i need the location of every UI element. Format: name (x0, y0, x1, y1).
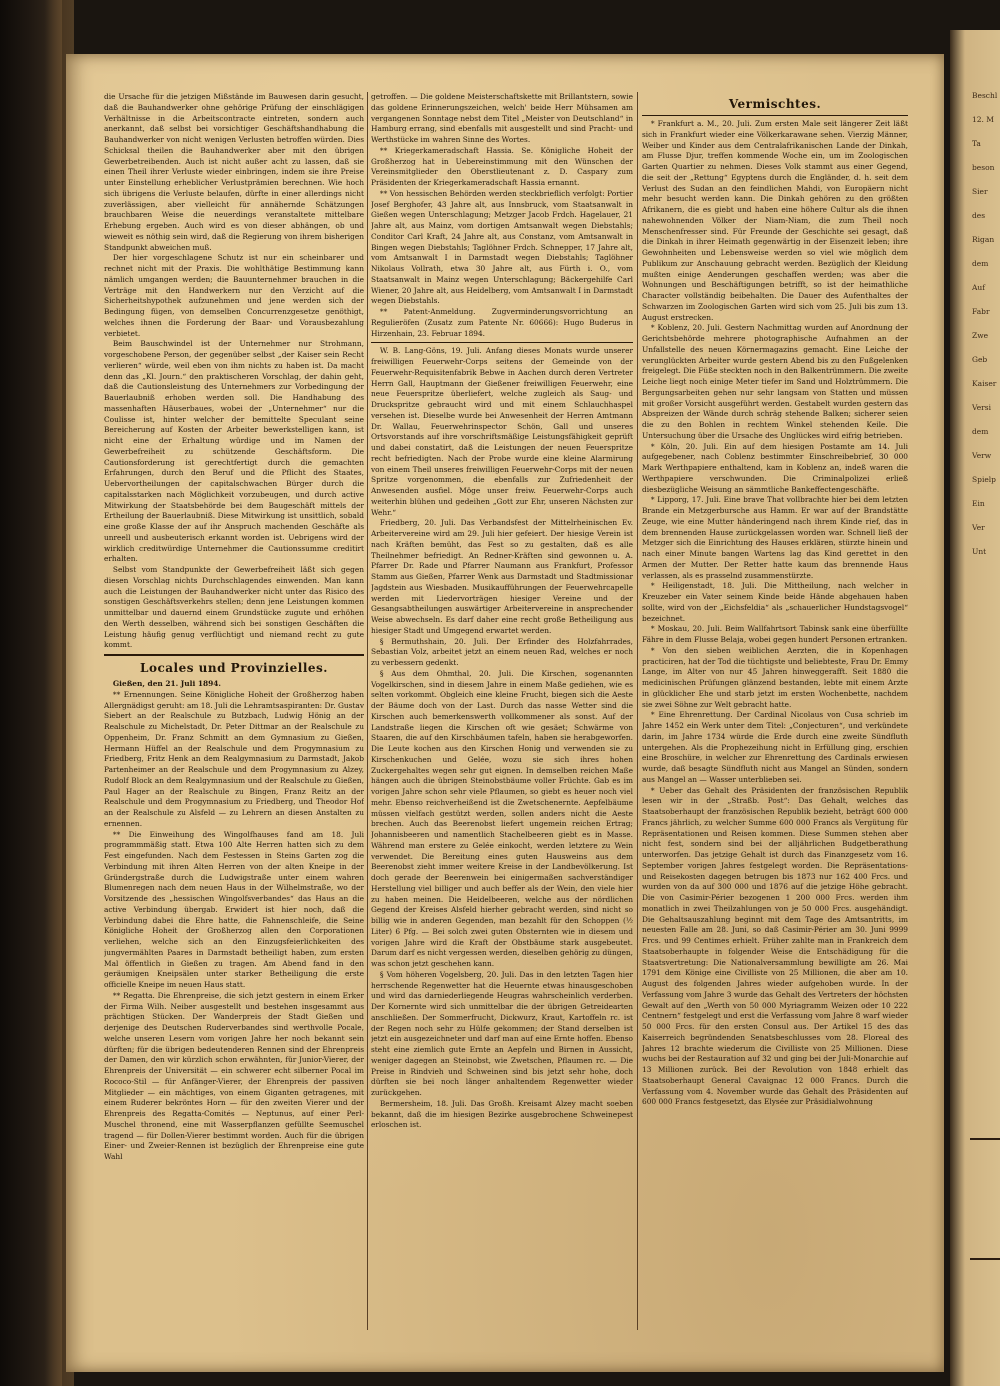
next-page-edge (950, 30, 1000, 1386)
right-column (642, 92, 908, 1332)
news-item: * Köln, 20. Juli. Ein auf dem hiesigen Postamte am 14. Juli aufgegebener, nach Coblenz bestimmter Einschreibebrief, 30 000 Mark Werthpapiere enthaltend, kam in Koblenz an, indeß waren die Werthpapiere verschwunden. Die Criminalpolizei erließ diesbezügliche Weisung an sämmtliche Bankeffectengeschäfte. (642, 441, 908, 494)
news-item: § Vom höheren Vogelsberg, 20. Juli. Das in den letzten Tagen hier herrschende Regenwetter hat die Heuernte etwas hinausgeschoben und wird das darniederliegende Heugras wahrscheinlich verderben. Der Kornernte wird sich unmittelbar die der übrigen Getreidearten anschließen. Der Sommerfrucht, Dickwurz, Kraut, Kartoffeln rc. ist der Regen noch sehr zu Hülfe gekommen; der Stand derselben ist jetzt ein ausgezeichneter und darf man auf eine Ernte hoffen. Ebenso steht eine ziemlich gute Ernte an Aepfeln und Birnen in Aussicht, weniger dagegen an Steinobst, wie Zwetschen, Pflaumen rc. — Die Preise in Rindvieh und Schweinen sind bis jetzt sehr hohe, doch dürften sie bei noch länger anhaltendem Regenwetter wieder zurückgehen. (371, 969, 633, 1097)
news-item: ** Von hessischen Behörden werden steckbrieflich verfolgt: Portier Josef Berghofer, 43 Jahre alt, aus Innsbruck, vom Staatsanwalt in Gießen wegen Unterschlagung; Metzger Jacob Frdch. Hagelauer, 21 Jahre alt, aus Mainz, vom dortigen Amtsanwalt wegen Diebstahls; Conditor Carl Kraft, 24 Jahre alt, aus Constanz, vom Amtsanwalt in Bingen wegen Diebstahls; Taglöhner Frdch. Schnepper, 17 Jahre alt, vom Amtsanwalt I in Darmstadt wegen Diebstahls; Taglöhner Nikolaus Vollrath, etwa 30 Jahre alt, aus Fürth i. O., vom Staatsanwalt in Mainz wegen Unterschlagung; Bäckergehilfe Carl Wiener, 20 Jahre alt, aus Heidelberg, vom Amtsanwalt I in Darmstadt wegen Diebstahls. (371, 188, 633, 306)
news-item: ** Ernennungen. Seine Königliche Hoheit der Großherzog haben Allergnädigst geruht: am 18. Juli die Lehramtsaspiranten: Dr. Gustav Siebert an der Realschule zu Butzbach, Ludwig Hönig an der Realschule zu Michelstadt, Dr. Peter Dittmar an der Realschule zu Oppenheim, Dr. Franz Schmitt an dem Gymnasium zu Gießen, Hermann Hüffel an der Realschule und dem Progymnasium zu Friedberg, Fritz Henk an dem Realgymnasium zu Darmstadt, Jakob Partenheimer an der Realschule und dem Progymnasium zu Alzey, Rudolf Block an dem Realgymnasium und der Realschule zu Gießen, Paul Hager an der Realschule zu Bingen, Franz Reitz an der Realschule und dem Progymnasium zu Friedberg, und Theodor Hof an der Realschule zu Alsfeld — zu Lehrern an diesen Anstalten zu ernennen. (104, 689, 364, 828)
section-rule (642, 115, 908, 116)
news-item: § Aus dem Ohmthal, 20. Juli. Die Kirschen, sogenannten Vogelkirschen, sind in diesem Jahre in einem Maße gediehen, wie es selten vorkommt. Obgleich eine kleine Frucht, biegen sich die Aeste der Bäume doch von der Last. Durch das nasse Wetter sind die Kirschen auch bemerkenswerth vollkommener als sonst. Auf der Landstraße liegen die Kirschen oft wie gesäet; Schwärme von Staaren, die auf den Kirschbäumen tafeln, haben sie herabgeworfen. Die Leute kochen aus den Kirschen Honig und verwenden sie zu Kirschenkuchen und Gelée, wozu sie sich ihres hohen Zuckergehaltes wegen sehr gut eignen. In demselben reichen Maße hängen auch die übrigen Steinobstbäume voller Früchte. Gab es im vorigen Jahre schon sehr viele Pflaumen, so giebt es heuer noch viel mehr. Ebenso reichverheißend ist die Zwetschenernte. Aepfelbäume müssen vielfach gestützt werden, sollen anders nicht die Aeste brechen. Auch das Beerenobst liefert ungemein reichen Ertrag; Johannisbeeren und namentlich Stachelbeeren giebt es in Masse. Während man erstere zu Gelée einkocht, werden letztere zu Wein verwendet. Die Bereitung eines guten Hausweins aus dem Beerenobst zieht immer weitere Kreise in der Landbevölkerung. Ist doch gerade der Beerenwein bei einigermaßen sachverständiger Herstellung viel billiger und auch beffer als der Wein, den viele hier zu haben meinen. Die Heidelbeeren, welche aus der nördlichen Gegend der Kreises Alsfeld hierher gebracht werden, sind nicht so billig wie in anderen Gegenden, man bezahlt für den Schoppen (½ Liter) 6 Pfg. — Bei solch zwei guten Obsternten wie in diesem und vorigen Jahre wird die Kraft der Obstbäume stark ausgebeutet. Darum darf es nicht vergessen werden, dieselben gehörig zu düngen, was schon jetzt geschehen kann. (371, 668, 633, 968)
news-item: * Frankfurt a. M., 20. Juli. Zum ersten Male seit längerer Zeit läßt sich in Frankfurt wieder eine Völkerkarawane sehen. Vierzig Männer, Weiber und Kinder aus dem Centralafrikanischen Lande der Dinkah, am Flusse Djur, treffen kommende Woche ein, um im Zoologischen Garten Quartier zu nehmen. Dieses Volk stammt aus einer Gegend, die seit der „Rettung“ Egyptens durch die Engländer, d. h. seit dem Verlust des Sudan an den feindlichen Mahdi, von Europäern nicht mehr besucht werden kann. Die Dinkah gehören zu den größten Afrikanern, die es giebt und haben eine höhere Cultur als die ihnen nahewohnenden Völker der Niam-Niam, die zum Theil noch Menschenfresser sind. Für Freunde der Geschichte sei gesagt, daß die Dinkah in ihrer Heimath gegenwärtig in der Eisenzeit leben; ihre Gewohnheiten und Lebensweise werden so viel wie möglich dem Publikum zur Anschauung gebracht werden. Bezüglich der Kleidung mußten einige Aenderungen geschaffen werden; was aber die Wohnungen und Beschäftigungen betrifft, so ist der heimathliche Character vollständig beibehalten. Die Dauer des Aufenthaltes der Schwarzen im Zoologischen Garten wird sich vom 25. Juli bis zum 13. August erstrecken. (642, 119, 908, 322)
news-item: * Eine Ehrenrettung. Der Cardinal Nicolaus von Cusa schrieb im Jahre 1452 ein Werk unter dem Titel: „Conjecturen“, und verkündete darin, im Jahre 1734 würde die Erde durch eine zweite Sündfluth untergehen. Als die Prophezeihung nicht in Erfüllung ging, erschien eine Broschüre, in welcher zur Ehrenrettung des Cardinals erwiesen wurde, daß besagte Sündfluth nicht aus Mangel an Sünden, sondern aus Mangel an — Wasser unterblieben sei. (642, 710, 908, 784)
next-page-fragments: Beschl 12. M Ta beson Sier des Rigan dem Auf Fabr Zwe Geb Kaiser Versi dem Verw Spielp Ein Ver Unt (972, 91, 998, 556)
news-item: § Bermuthshain, 20. Juli. Der Erfinder des Holzfahrrades, Sebastian Volz, arbeitet jetzt an einem neuen Rad, welches er noch zu verbessern gedenkt. (371, 636, 633, 667)
article-paragraph: Der hier vorgeschlagene Schutz ist nur ein scheinbarer und rechnet nicht mit der Praxis. Die wohlthätige Bestimmung kann nämlich umgangen werden; die Bauunternehmer brauchen in die Verträge mit den Handwerkern nur den Verzicht auf die Sicherheitshypothek aufzunehmen und jene werden sich der Bedingung fügen, von demselben Concurrenzgesetze genöthigt, welches ihnen die Forderung der Baar- und Vorausbezahlung verbietet. (104, 253, 364, 338)
news-item: getroffen. — Die goldene Meisterschaftskette mit Brillantstern, sowie das goldene Erinnerungszeichen, welch' beide Herr Mühsamen am vergangenen Sonntage nebst dem Titel „Meister von Deutschland“ in Hamburg errang, sind ebenfalls mit ausgestellt und sind Pracht- und Werthstücke im wahren Sinne des Wortes. (371, 92, 633, 144)
article-paragraph: die Ursache für die jetzigen Mißstände im Bauwesen darin gesucht, daß die Bauhandwerker ohne gehörige Prüfung der einschlägigen Verhältnisse in die Arbeitscontracte eintreten, sondern auch anerkannt, daß selbst bei vorsichtiger Geschäftshandhabung die Bauhandwerker von nicht wenigen Verlusten betroffen würden. Dies Schicksal theilen die Bauhandwerker aber mit den übrigen Gewerbetreibenden. Auch ist nicht außer acht zu lassen, daß sie einen Theil ihrer Verluste wieder einbringen, indem sie ihre Preise unter Einstellung erheblicher Verlustprämien berechnen. Wie hoch sich übrigens die Verluste belaufen, dürfte in einer allerdings nicht zuverlässigen, aber vielleicht für annähernde Schätzungen brauchbaren Weise die neuerdings veranstaltete mittelbare Erhebung ergeben. Auch wird es von dieser abhängen, ob und wieweit es nöthig sein wird, daß die Regierung von ihrem bisherigen Standpunkt abweichen muß. (104, 92, 364, 252)
news-item: Friedberg, 20. Juli. Das Verbandsfest der Mittelrheinischen Ev. Arbeitervereine wird am 29. Juli hier gefeiert. Der hiesige Verein ist nach Kräften bemüht, das Fest so zu gestalten, daß es alle Theilnehmer befriedigt. An Redner-Kräften sind gewonnen u. A. Pfarrer Dr. Rade und Pfarrer Naumann aus Frankfurt, Professor Stamm aus Gießen, Pfarrer Wenk aus Darmstadt und Stadtmissionar Jagdstein aus Wiesbaden. Musikaufführungen der Feuerwehrcapelle werden mit Liedervorträgen hiesiger Vereine und der Gesangsabtheilungen auswärtiger Arbeitervereine in ansprechender Weise abwechseln. Es darf daher eine recht große Betheiligung aus hiesiger Stadt und Umgegend erwartet werden. (371, 518, 633, 635)
news-item: ** Patent-Anmeldung. Zugverminderungsvorrichtung an Regulieröfen (Zusatz zum Patente Nr. 60666): Hugo Buderus in Hirzenhain, 23. Februar 1894. (371, 307, 633, 338)
news-item: * Koblenz, 20. Juli. Gestern Nachmittag wurden auf Anordnung der Gerichtsbehörde mehrere photographische Aufnahmen an der Unfallstelle des neuen Körnermagazins gemacht. Eine Leiche der verunglückten Arbeiter wurde gestern Abend bis zu den Fußgelenken freigelegt. Die Füße steckten noch in den Balkentrümmern. Die zweite Leiche liegt noch einige Meter tiefer im Sand und Holztrümmern. Die Bergungsarbeiten gehen nur sehr langsam von Statten und müssen mit großer Vorsicht ausgeführt werden. Gestabelt wurden gestern das Abspreizen der Wände durch schräg stehende Balken; sicherer seien die zu den Bohlen in rechtem Winkel stehenden Keile. Die Untersuchung über die Ursache des Unglückes wird eifrig betrieben. (642, 323, 908, 440)
left-column (104, 92, 364, 1332)
news-item: ** Die Einweihung des Wingolfhauses fand am 18. Juli programmmäßig statt. Etwa 100 Alte Herren hatten sich zu dem Fest eingefunden. Nach dem Festessen in Steins Garten zog die Verbindung mit ihren Alten Herren von der alten Kneipe in der Gründergstraße durch die Ludwigstraße unter einem wahren Blumenregen nach dem neuen Haus in der Wilhelmstraße, wo der Vorsitzende des „hessischen Wingolfsverbandes“ das Haus an die active Verbindung übergab. Erwidert ist hier noch, daß die Verbindung dabei die Ehre hatte, die Fahnenschleife, die Seine Königliche Hoheit der Großherzog allen den Corporationen verliehen, welche sich an den Einzugsfeierlichkeiten des jungvermählten Paares in Darmstadt betheiligt haben, zum ersten Mal öffentlich in Gießen zu tragen. Am Abend fand in den geräumigen Kneipsälen unter starker Betheiligung die erste officielle Kneipe im neuen Haus statt. (104, 829, 364, 989)
item-rule (371, 342, 633, 343)
news-item: ** Regatta. Die Ehrenpreise, die sich jetzt gestern in einem Erker der Firma Wilh. Neiber ausgestellt und bestehen insgesammt aus prächtigen Stücken. Der Wanderpreis der Stadt Gießen und derjenige des Deutschen Ruderverbandes sind werthvolle Pocale, welche unseren Lesern vom vorigen Jahre her noch bekannt sein dürften; für die übrigen bedeutenderen Rennen sind der Ehrenpreis der Damen, den wir kürzlich schon erwähnten, für Junior-Vierer, der Ehrenpreis der Universität — ein schwerer echt silberner Pocal im Rococo-Stil — für Anfänger-Vierer, der Ehrenpreis der passiven Mitglieder — ein mächtiges, von einem Giganten getragenes, mit einem Ruderer bekröntes Horn — für den zweiten Vierer und der Ehrenpreis des Regatta-Comités — Neptunus, auf einer Perl-Muschel thronend, eine mit Wasserpflanzen gefüllte Seemuschel tragend — für Dollen-Vierer bestimmt worden. Auch für die übrigen Einer- und Zweier-Rennen ist bezüglich der Ehrenpreise eine gute Wahl (104, 990, 364, 1161)
news-item: Bermersheim, 18. Juli. Das Großh. Kreisamt Alzey macht soeben bekannt, daß die im hiesigen Bezirke ausgebrochene Schweinepest erloschen ist. (371, 1098, 633, 1130)
column-divider (637, 92, 638, 1330)
middle-column (371, 92, 633, 1322)
news-item: * Von den sieben weiblichen Aerzten, die in Kopenhagen practiciren, hat der Tod die tüchtigste und beliebteste, Frau Dr. Emmy Lange, im Alter von nur 45 Jahren hinweggerafft. Seit 1880 die medicinischen Prüfungen glänzend bestanden, lebte mit einem Arzte in glücklicher Ehe und starb jetzt im ersten Wochenbette, nachdem sie zwei Söhne zur Welt gebracht hatte. (642, 645, 908, 709)
news-item: ** Kriegerkameradschaft Hassia. Se. Königliche Hoheit der Großherzog hat in Uebereinstimmung mit den Wünschen der Vereinsmitglieder den Oberstlieutenant z. D. Caspary zum Präsidenten der Kriegerkameradschaft Hassia ernannt. (371, 145, 633, 187)
section-title-local: Locales und Provinzielles. (140, 661, 328, 675)
section-title-miscellaneous: Vermischtes. (728, 97, 822, 111)
next-page-rule (970, 1258, 1000, 1260)
news-item: * Ueber das Gehalt des Präsidenten der französischen Republik lesen wir in der „Straßb. Post“: Das Gehalt, welches das Staatsoberhaupt der französischen Republik bezieht, beträgt 600 000 Francs jährlich, zu welcher Summe 600 000 Francs als Vergütung für Repräsentationen und Reisen kommen. Diese Summen stehen aber nicht fest, sondern sind bei der alljährlichen Budgetberathung unterworfen. Das jetzige Gehalt ist durch das Finanzgesetz vom 16. September vorigen Jahres festgelegt worden. Die Repräsentations- und Reisekosten dagegen betrugen bis 1873 nur 162 400 Frcs. und wurden von da auf 300 000 und 1876 auf die jetzige Höhe gebracht. Die von Casimir-Périer bezogenen 1 200 000 Frcs. werden ihm monatlich in zwei Theilzahlungen von je 50 000 Frcs. ausgehändigt. Die Gehaltsauszahlung beginnt mit dem Tage des Amtsantritts, im neuesten Falle am 28. Juni, so daß Casimir-Périer am 30. Juni 9999 Frcs. und 99 Centimes erhielt. Früher zahlte man in Frankreich dem Staatsoberhaupte in folgender Weise die Entschädigung für die Staatsvertretung: Die Nationalversammlung bewilligte am 26. Mai 1791 dem Könige eine Civilliste von 25 Millionen, die aber am 10. August des folgenden Jahres wieder aufgehoben wurde. In der Verfassung vom Jahre 3 wurde das Gehalt des Vertreters der höchsten Gewalt auf den „Werth von 50 000 Myriagramm Weizen oder 10 222 Centnern“ festgelegt und erst die Verfassung vom Jahre 8 warf wieder 50 000 Frcs. für den ersten Consul aus. Der Artikel 15 des das Kaiserreich begründenden Senatsbeschlusses vom 28. Floreal des Jahres 12 brachte wiederum die Civilliste von 25 Millionen. Diese wuchs bei der Restauration auf 32 und ging bei der Juli-Monarchie auf 13 Millionen zurück. Bei der Revolution von 1848 erhielt das Staatsoberhaupt General Cavaignac 12 000 Francs. Durch die Verfassung vom 4. November wurde das Gehalt des Präsidenten auf 600 000 Francs festgesetzt, das Elysée zur Präsidialwohnung (642, 785, 908, 1107)
news-item: * Heiligenstadt, 18. Juli. Die Mittheilung, nach welcher in Kreuzeber ein Vater seinem Kinde beide Hände abgehauen haben sollte, wird von der „Eichsfeldia“ als „schauerlicher Hundstagsvogel“ bezeichnet. (642, 581, 908, 623)
column-divider (367, 92, 368, 1330)
article-paragraph: Selbst vom Standpunkte der Gewerbefreiheit läßt sich gegen diesen Vorschlag nichts Durchschlagendes einwenden. Man kann auch die Leistungen der Bauhandwerker nicht unter das Risico des sonstigen Geschäftsverkehrs stellen; denn jene Leistungen kommen unmittelbar und dauernd einem Grundstücke zugute und erhöhen den Werth desselben, während sich bei sonstigen Geschäften die Leistung häufig genug verflüchtigt und niemand recht zu gute kommt. (104, 565, 364, 650)
news-item: W. B. Lang-Göns, 19. Juli. Anfang dieses Monats wurde unserer freiwilligen Feuerwehr-Corps seitens der Gemeinde von der Feuerwehr-Requisitenfabrik Bebwe in Aachen durch deren Vertreter Herrn Gall, Hauptmann der Gießener freiwilligen Feuerwehr, eine neue Feuerspritze überliefert, welche zugleich als Saug- und Druckspritze gebraucht wird und mit einem Schlauchhaspel versehen ist. Dieselbe wurde bei Anwesenheit der Herren Amtmann Dr. Wallau, Feuerwehrinspector Schön, Gall und unseres Ortsvorstands auf ihre vorschriftsmäßige Leistungsfähigkeit geprüft und dabei constatirt, daß die Leistungen der neuen Feuerspritze recht befriedigten. Nach der Probe wurde eine kleine Alarmirung von einem Theil unseres freiwilligen Feuerwehr-Corps mit der neuen Spritze vorgenommen, die ebenfalls zur Zufriedenheit der Anwesenden ausfiel. Möge unser freiw. Feuerwehr-Corps auch weiterhin blühen und gedeihen „Gott zur Ehr, unseren Nächsten zur Wehr.“ (371, 346, 633, 517)
article-paragraph: Beim Bauschwindel ist der Unternehmer nur Strohmann, vorgeschobene Person, der gegenüber selbst „der Kaiser sein Recht verlieren“ würde, weil eben von ihm nichts zu haben ist. Da macht denn das „Kl. Journ.“ den praktischeren Vorschlag, der dahin geht, daß die Cautionsleistung des Unternehmers zur Vorbedingung der Bauerlaubniß erhoben werden soll. Die Handhabung des massenhaften Häuserbaues, wobei der „Unternehmer“ nur die Coulisse ist, hinter welcher der bemittelte Speculant seine Bereicherung auf Kosten der Arbeiter bewerkstelligen kann, ist nicht eine der Erhaltung würdige und im Namen der Gewerbefreiheit zu schützende Geschäftsform. Die Cautionsforderung ist gerechtfertigt durch die gemachten Erfahrungen, durch den Beruf und die Pflicht des Staates, Uebervortheilungen der capitalschwachen Bürger durch die capitalsstarken nach Möglichkeit vorzubeugen, und durch active Mitwirkung der Staatsbehörde bei dem Baugeschäft mittels der Ertheilung der Bauerlaubniß. Diese Mitwirkung ist unsittlich, sobald eine große Klasse der auf ihr Anspruch machenden Geschäfte als unreell und ausbeuterisch erkannt worden ist. Uebrigens wird der wirklich creditwürdige Unternehmer die Cautionssumme creditirt erhalten. (104, 339, 364, 564)
news-item: * Lipporg, 17. Juli. Eine brave That vollbrachte hier bei dem letzten Brande ein Metzgerbursche aus Hamm. Er war auf der Brandstätte Zeuge, wie eine Mutter händeringend nach ihrem Kinde rief, das in dem brennenden Hause zurückgelassen worden war. Schnell ließ der Metzger sich die Einrichtung des Hauses erklären, stürzte hinein und nach einer Minute bangen Wartens lag das Kind gerettet in den Armen der Mutter. Der Retter hatte kaum das brennende Haus verlassen, als es prasselnd zusammenstürzte. (642, 495, 908, 580)
section-rule (104, 654, 364, 656)
next-page-rule (970, 1138, 1000, 1140)
news-item: * Moskau, 20. Juli. Beim Wallfahrtsort Tabinsk sank eine überfüllte Fähre in dem Flusse Belaja, wobei gegen hundert Personen ertranken. (642, 624, 908, 644)
dateline: Gießen, den 21. Juli 1894. (112, 679, 221, 688)
